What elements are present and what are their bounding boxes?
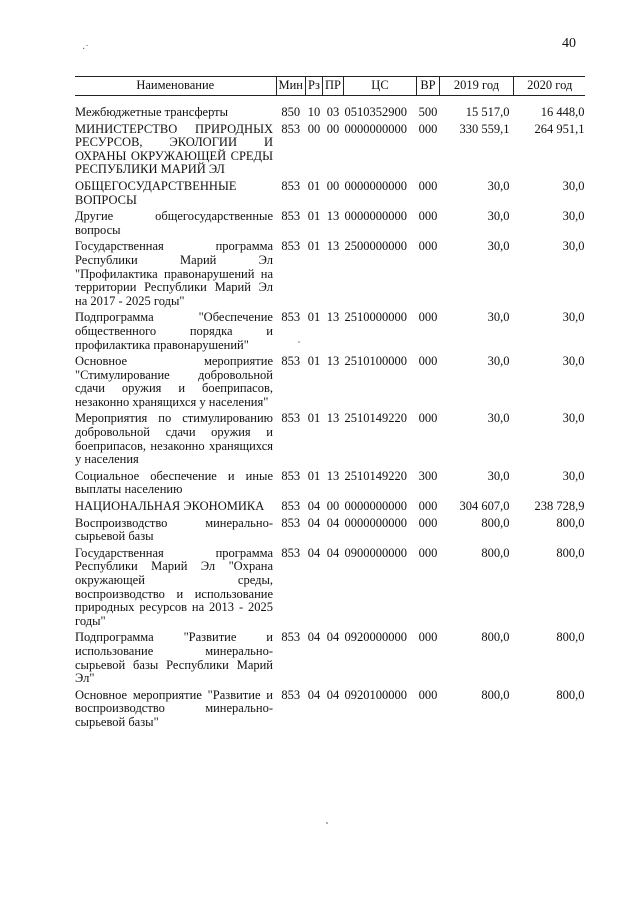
row-cs: 0920100000 [344,687,407,702]
row-year-2020: 238 728,9 [534,499,585,514]
row-year-2020: 30,0 [562,310,585,325]
row-year-2019: 30,0 [487,239,510,254]
row-pr: 13 [326,239,340,254]
row-year-2019: 30,0 [487,310,510,325]
row-pr: 04 [326,545,340,560]
header-pr: ПР [323,77,344,96]
row-year-2019: 800,0 [481,515,510,530]
row-name: Основное мероприятие "Развитие и воспроизводство минерально-сырьевой базы" [75,687,273,729]
row-rz: 10 [307,105,321,119]
table-row [75,631,585,688]
table-row [75,689,585,733]
row-pr: 00 [326,121,340,136]
row-pr: 13 [326,411,340,426]
budget-table [75,76,585,733]
row-year-2019: 330 559,1 [459,121,510,136]
row-name: Государственная программа Республики Марий Эл "Профилактика правонарушений на территории Республики Марий Эл на 2017 - 2025 годы" [75,239,273,308]
table-row [75,106,585,123]
row-year-2020: 800,0 [556,630,585,645]
row-min: 853 [281,468,301,483]
row-cs: 0510352900 [344,105,407,119]
row-vr: 000 [418,178,438,193]
row-vr: 000 [418,515,438,530]
row-cs: 0000000000 [344,515,407,530]
row-name: Государственная программа Республики Марий Эл "Охрана окружающей среды, воспроизводство и использование природных ресурсов на 2013 - 2025 годы" [75,545,273,628]
row-rz: 01 [307,310,321,325]
row-min: 853 [281,354,301,369]
row-pr: 04 [326,630,340,645]
row-year-2019: 15 517,0 [465,105,510,119]
header-name: Наименование [75,77,276,96]
row-min: 853 [281,209,301,224]
row-pr: 13 [326,310,340,325]
row-cs: 2510149220 [344,411,407,426]
row-min: 853 [281,545,301,560]
row-vr: 500 [418,105,438,119]
row-year-2020: 30,0 [562,209,585,224]
row-min: 853 [281,630,301,645]
row-pr: 00 [326,178,340,193]
row-name: МИНИСТЕРСТВО ПРИРОДНЫХ РЕСУРСОВ, ЭКОЛОГИИ И ОХРАНЫ ОКРУЖАЮЩЕЙ СРЕДЫ РЕСПУБЛИКИ МАРИЙ ЭЛ [75,121,273,177]
row-min: 853 [281,515,301,530]
row-cs: 2500000000 [344,239,407,254]
header-cs: ЦС [343,77,416,96]
row-pr: 04 [326,515,340,530]
row-vr: 000 [418,121,438,136]
scan-mark: ·˙ [82,44,89,55]
row-vr: 000 [418,239,438,254]
row-cs: 0000000000 [344,178,407,193]
row-year-2019: 30,0 [487,178,510,193]
row-rz: 01 [307,468,321,483]
row-year-2020: 800,0 [556,545,585,560]
row-cs: 0000000000 [344,121,407,136]
row-pr: 13 [326,468,340,483]
row-min: 853 [281,411,301,426]
table-row [75,240,585,311]
row-name: Воспроизводство минерально-сырьевой базы [75,515,273,544]
row-rz: 04 [307,515,321,530]
row-rz: 01 [307,178,321,193]
row-year-2019: 30,0 [487,411,510,426]
row-name: Основное мероприятие "Стимулирование добровольной сдачи оружия и боеприпасов, незаконно хранящихся у населения" [75,354,273,409]
row-rz: 00 [307,121,321,136]
row-pr: 04 [326,687,340,702]
row-min: 853 [281,310,301,325]
row-rz: 04 [307,687,321,702]
row-cs: 0000000000 [344,209,407,224]
row-name: Мероприятия по стимулированию добровольной сдачи оружия и боеприпасов, незаконно хранящихся у населения [75,411,273,467]
row-min: 853 [281,121,301,136]
row-min: 853 [281,178,301,193]
row-cs: 0900000000 [344,545,407,560]
row-cs: 0000000000 [344,499,407,514]
row-year-2019: 800,0 [481,687,510,702]
table-row [75,517,585,547]
row-year-2019: 800,0 [481,545,510,560]
row-vr: 000 [418,354,438,369]
table-row [75,123,585,180]
row-pr: 13 [326,354,340,369]
row-name: ОБЩЕГОСУДАРСТВЕННЫЕ ВОПРОСЫ [75,178,237,207]
row-year-2020: 800,0 [556,687,585,702]
row-rz: 01 [307,411,321,426]
row-vr: 000 [418,411,438,426]
table-header [75,77,585,107]
page-number: 40 [562,36,576,51]
row-name: Подпрограмма "Обеспечение общественного порядка и профилактика правонарушений" [75,310,273,352]
table-row [75,180,585,210]
row-name: Другие общегосударственные вопросы [75,209,273,237]
scan-dot [326,822,328,824]
row-min: 853 [281,239,301,254]
row-rz: 01 [307,239,321,254]
row-pr: 13 [326,209,340,224]
row-vr: 000 [418,499,438,514]
row-min: 853 [281,687,301,702]
header-min: Мин [276,77,306,96]
row-rz: 01 [307,209,321,224]
row-cs: 2510149220 [344,468,407,483]
table-row [75,470,585,500]
table-row [75,500,585,517]
row-cs: 2510000000 [344,310,407,325]
table-row [75,412,585,469]
row-cs: 2510100000 [344,354,407,369]
row-vr: 000 [418,310,438,325]
row-pr: 00 [326,499,340,514]
row-vr: 000 [418,630,438,645]
header-rz: Рз [306,77,323,96]
row-vr: 000 [418,687,438,702]
row-rz: 04 [307,499,321,514]
row-rz: 01 [307,354,321,369]
table-row [75,210,585,240]
row-year-2020: 264 951,1 [534,121,585,136]
row-year-2020: 30,0 [562,178,585,193]
row-min: 850 [281,105,301,119]
header-vr: ВР [416,77,439,96]
row-rz: 04 [307,545,321,560]
row-name: НАЦИОНАЛЬНАЯ ЭКОНОМИКА [75,499,265,514]
row-year-2019: 800,0 [481,630,510,645]
row-vr: 000 [418,209,438,224]
row-name: Подпрограмма "Развитие и использование минерально-сырьевой базы Республики Марий Эл" [75,630,273,686]
table-row [75,311,585,355]
row-rz: 04 [307,630,321,645]
table-body [75,106,585,733]
row-year-2019: 304 607,0 [459,499,510,514]
table-row [75,355,585,412]
row-year-2019: 30,0 [487,354,510,369]
row-year-2020: 30,0 [562,468,585,483]
row-year-2019: 30,0 [487,468,510,483]
table-row [75,547,585,632]
row-year-2020: 16 448,0 [540,105,585,119]
row-min: 853 [281,499,301,514]
row-year-2020: 30,0 [562,354,585,369]
header-year-2020: 2020 год [513,77,585,96]
row-name: Социальное обеспечение и иные выплаты населению [75,468,273,497]
row-vr: 000 [418,545,438,560]
row-pr: 03 [326,105,340,119]
row-cs: 0920000000 [344,630,407,645]
row-year-2020: 30,0 [562,411,585,426]
row-year-2019: 30,0 [487,209,510,224]
row-year-2020: 800,0 [556,515,585,530]
row-year-2020: 30,0 [562,239,585,254]
header-year-2019: 2019 год [439,77,513,96]
row-vr: 300 [418,468,438,483]
row-name: Межбюджетные трансферты [75,105,229,119]
